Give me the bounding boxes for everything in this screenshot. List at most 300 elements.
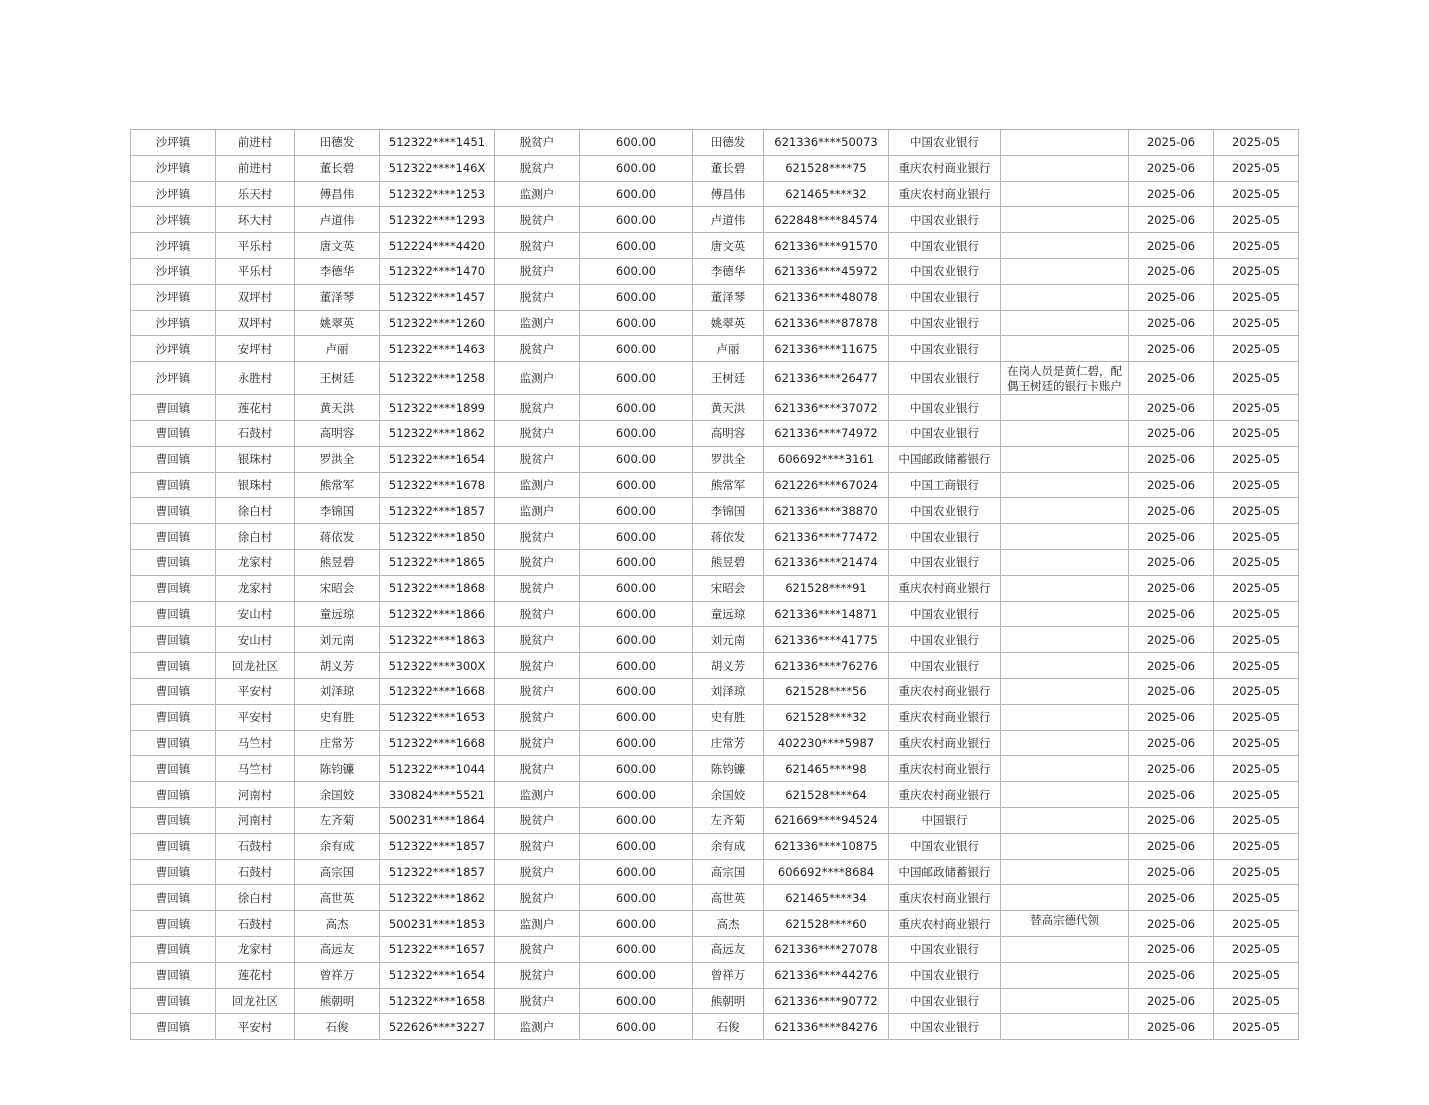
period-cell: 2025-05	[1214, 575, 1299, 601]
account-number-cell: 621336****48078	[764, 284, 889, 310]
household-type-cell: 监测户	[495, 911, 580, 937]
payee-cell: 左齐菊	[693, 807, 764, 833]
amount-cell: 600.00	[580, 524, 693, 550]
bank-cell: 中国农业银行	[889, 988, 1001, 1014]
period-cell: 2025-05	[1214, 130, 1299, 156]
payee-cell: 高杰	[693, 911, 764, 937]
town-cell: 沙坪镇	[131, 258, 216, 284]
household-type-cell: 监测户	[495, 1014, 580, 1040]
town-cell: 曹回镇	[131, 988, 216, 1014]
village-cell: 石鼓村	[216, 911, 295, 937]
town-cell: 曹回镇	[131, 678, 216, 704]
village-cell: 河南村	[216, 807, 295, 833]
village-cell: 平安村	[216, 1014, 295, 1040]
pay-month-cell: 2025-06	[1129, 284, 1214, 310]
id-number-cell: 512322****1457	[380, 284, 495, 310]
village-cell: 回龙社区	[216, 988, 295, 1014]
amount-cell: 600.00	[580, 653, 693, 679]
village-cell: 莲花村	[216, 962, 295, 988]
period-cell: 2025-05	[1214, 756, 1299, 782]
amount-cell: 600.00	[580, 549, 693, 575]
table-row	[131, 885, 1299, 911]
name-cell: 卢道伟	[295, 207, 380, 233]
id-number-cell: 512322****1668	[380, 678, 495, 704]
village-cell: 乐天村	[216, 181, 295, 207]
period-cell: 2025-05	[1214, 704, 1299, 730]
pay-month-cell: 2025-06	[1129, 756, 1214, 782]
town-cell: 曹回镇	[131, 549, 216, 575]
account-number-cell: 621336****27078	[764, 936, 889, 962]
period-cell: 2025-05	[1214, 807, 1299, 833]
note-cell	[1001, 575, 1129, 601]
id-number-cell: 512322****1658	[380, 988, 495, 1014]
village-cell: 回龙社区	[216, 653, 295, 679]
payee-cell: 罗洪全	[693, 446, 764, 472]
period-cell: 2025-05	[1214, 233, 1299, 259]
amount-cell: 600.00	[580, 782, 693, 808]
account-number-cell: 621336****14871	[764, 601, 889, 627]
table-row	[131, 284, 1299, 310]
note-cell	[1001, 336, 1129, 362]
household-type-cell: 脱贫户	[495, 885, 580, 911]
name-cell: 熊昱碧	[295, 549, 380, 575]
id-number-cell: 512322****1857	[380, 859, 495, 885]
town-cell: 沙坪镇	[131, 181, 216, 207]
id-number-cell: 512322****300X	[380, 653, 495, 679]
pay-month-cell: 2025-06	[1129, 130, 1214, 156]
household-type-cell: 脱贫户	[495, 653, 580, 679]
village-cell: 银珠村	[216, 472, 295, 498]
id-number-cell: 512322****1463	[380, 336, 495, 362]
payee-cell: 余国姣	[693, 782, 764, 808]
period-cell: 2025-05	[1214, 911, 1299, 937]
table-row	[131, 575, 1299, 601]
id-number-cell: 512322****1863	[380, 627, 495, 653]
amount-cell: 600.00	[580, 336, 693, 362]
account-number-cell: 621528****91	[764, 575, 889, 601]
account-number-cell: 621336****45972	[764, 258, 889, 284]
table-row	[131, 549, 1299, 575]
amount-cell: 600.00	[580, 807, 693, 833]
amount-cell: 600.00	[580, 446, 693, 472]
bank-cell: 中国农业银行	[889, 284, 1001, 310]
household-type-cell: 脱贫户	[495, 962, 580, 988]
amount-cell: 600.00	[580, 936, 693, 962]
id-number-cell: 512322****1653	[380, 704, 495, 730]
bank-cell: 中国农业银行	[889, 498, 1001, 524]
pay-month-cell: 2025-06	[1129, 310, 1214, 336]
name-cell: 熊常军	[295, 472, 380, 498]
name-cell: 田德发	[295, 130, 380, 156]
household-type-cell: 脱贫户	[495, 936, 580, 962]
payee-cell: 熊常军	[693, 472, 764, 498]
period-cell: 2025-05	[1214, 730, 1299, 756]
note-cell	[1001, 395, 1129, 421]
household-type-cell: 脱贫户	[495, 130, 580, 156]
period-cell: 2025-05	[1214, 549, 1299, 575]
town-cell: 曹回镇	[131, 446, 216, 472]
table-row	[131, 653, 1299, 679]
household-type-cell: 脱贫户	[495, 207, 580, 233]
village-cell: 河南村	[216, 782, 295, 808]
pay-month-cell: 2025-06	[1129, 549, 1214, 575]
name-cell: 李德华	[295, 258, 380, 284]
account-number-cell: 622848****84574	[764, 207, 889, 233]
note-cell	[1001, 524, 1129, 550]
table-row	[131, 730, 1299, 756]
bank-cell: 中国农业银行	[889, 962, 1001, 988]
name-cell: 姚翠英	[295, 310, 380, 336]
account-number-cell: 621528****32	[764, 704, 889, 730]
town-cell: 沙坪镇	[131, 310, 216, 336]
period-cell: 2025-05	[1214, 362, 1299, 395]
amount-cell: 600.00	[580, 627, 693, 653]
amount-cell: 600.00	[580, 678, 693, 704]
household-type-cell: 脱贫户	[495, 988, 580, 1014]
bank-cell: 中国农业银行	[889, 310, 1001, 336]
bank-cell: 中国农业银行	[889, 936, 1001, 962]
payee-cell: 高明容	[693, 420, 764, 446]
bank-cell: 重庆农村商业银行	[889, 678, 1001, 704]
amount-cell: 600.00	[580, 859, 693, 885]
name-cell: 黄天洪	[295, 395, 380, 421]
town-cell: 曹回镇	[131, 653, 216, 679]
account-number-cell: 621336****41775	[764, 627, 889, 653]
period-cell: 2025-05	[1214, 181, 1299, 207]
id-number-cell: 512322****1044	[380, 756, 495, 782]
table-row	[131, 310, 1299, 336]
table-row	[131, 233, 1299, 259]
household-type-cell: 脱贫户	[495, 859, 580, 885]
town-cell: 曹回镇	[131, 730, 216, 756]
town-cell: 曹回镇	[131, 420, 216, 446]
account-number-cell: 621336****91570	[764, 233, 889, 259]
id-number-cell: 512322****1899	[380, 395, 495, 421]
village-cell: 双坪村	[216, 310, 295, 336]
household-type-cell: 脱贫户	[495, 678, 580, 704]
note-cell	[1001, 233, 1129, 259]
village-cell: 龙家村	[216, 549, 295, 575]
payee-cell: 蒋依发	[693, 524, 764, 550]
note-cell	[1001, 936, 1129, 962]
village-cell: 平乐村	[216, 233, 295, 259]
table-row	[131, 155, 1299, 181]
table-body	[131, 130, 1299, 1040]
id-number-cell: 512322****1654	[380, 446, 495, 472]
town-cell: 沙坪镇	[131, 130, 216, 156]
amount-cell: 600.00	[580, 181, 693, 207]
period-cell: 2025-05	[1214, 833, 1299, 859]
town-cell: 曹回镇	[131, 807, 216, 833]
name-cell: 曾祥万	[295, 962, 380, 988]
amount-cell: 600.00	[580, 472, 693, 498]
amount-cell: 600.00	[580, 730, 693, 756]
town-cell: 曹回镇	[131, 962, 216, 988]
period-cell: 2025-05	[1214, 782, 1299, 808]
table-row	[131, 756, 1299, 782]
bank-cell: 中国农业银行	[889, 362, 1001, 395]
bank-cell: 中国工商银行	[889, 472, 1001, 498]
village-cell: 安坪村	[216, 336, 295, 362]
town-cell: 曹回镇	[131, 756, 216, 782]
payee-cell: 高远友	[693, 936, 764, 962]
note-cell	[1001, 704, 1129, 730]
table-row	[131, 524, 1299, 550]
period-cell: 2025-05	[1214, 310, 1299, 336]
pay-month-cell: 2025-06	[1129, 181, 1214, 207]
note-cell	[1001, 859, 1129, 885]
id-number-cell: 512224****4420	[380, 233, 495, 259]
account-number-cell: 621336****10875	[764, 833, 889, 859]
name-cell: 高世英	[295, 885, 380, 911]
table-row	[131, 336, 1299, 362]
bank-cell: 重庆农村商业银行	[889, 704, 1001, 730]
table-row	[131, 258, 1299, 284]
amount-cell: 600.00	[580, 885, 693, 911]
table-row	[131, 678, 1299, 704]
bank-cell: 重庆农村商业银行	[889, 575, 1001, 601]
town-cell: 曹回镇	[131, 498, 216, 524]
name-cell: 李锦国	[295, 498, 380, 524]
town-cell: 沙坪镇	[131, 207, 216, 233]
note-cell	[1001, 549, 1129, 575]
account-number-cell: 621336****84276	[764, 1014, 889, 1040]
id-number-cell: 512322****1654	[380, 962, 495, 988]
town-cell: 曹回镇	[131, 859, 216, 885]
table-row	[131, 395, 1299, 421]
pay-month-cell: 2025-06	[1129, 498, 1214, 524]
household-type-cell: 脱贫户	[495, 284, 580, 310]
amount-cell: 600.00	[580, 284, 693, 310]
name-cell: 宋昭会	[295, 575, 380, 601]
village-cell: 前进村	[216, 155, 295, 181]
note-cell	[1001, 130, 1129, 156]
name-cell: 董泽琴	[295, 284, 380, 310]
town-cell: 曹回镇	[131, 472, 216, 498]
household-type-cell: 脱贫户	[495, 420, 580, 446]
id-number-cell: 512322****1857	[380, 833, 495, 859]
town-cell: 曹回镇	[131, 524, 216, 550]
note-cell	[1001, 678, 1129, 704]
note-cell	[1001, 782, 1129, 808]
amount-cell: 600.00	[580, 155, 693, 181]
village-cell: 龙家村	[216, 936, 295, 962]
note-cell	[1001, 601, 1129, 627]
id-number-cell: 512322****1866	[380, 601, 495, 627]
pay-month-cell: 2025-06	[1129, 395, 1214, 421]
pay-month-cell: 2025-06	[1129, 524, 1214, 550]
id-number-cell: 512322****1260	[380, 310, 495, 336]
id-number-cell: 512322****1862	[380, 420, 495, 446]
payee-cell: 卢道伟	[693, 207, 764, 233]
account-number-cell: 606692****3161	[764, 446, 889, 472]
village-cell: 石鼓村	[216, 859, 295, 885]
name-cell: 高远友	[295, 936, 380, 962]
pay-month-cell: 2025-06	[1129, 859, 1214, 885]
pay-month-cell: 2025-06	[1129, 678, 1214, 704]
pay-month-cell: 2025-06	[1129, 653, 1214, 679]
table-row	[131, 704, 1299, 730]
table-row	[131, 446, 1299, 472]
town-cell: 曹回镇	[131, 782, 216, 808]
table-row	[131, 782, 1299, 808]
payee-cell: 黄天洪	[693, 395, 764, 421]
amount-cell: 600.00	[580, 601, 693, 627]
village-cell: 平安村	[216, 678, 295, 704]
pay-month-cell: 2025-06	[1129, 420, 1214, 446]
village-cell: 环大村	[216, 207, 295, 233]
bank-cell: 重庆农村商业银行	[889, 730, 1001, 756]
id-number-cell: 512322****1668	[380, 730, 495, 756]
account-number-cell: 621336****74972	[764, 420, 889, 446]
bank-cell: 中国农业银行	[889, 258, 1001, 284]
household-type-cell: 监测户	[495, 362, 580, 395]
village-cell: 平安村	[216, 704, 295, 730]
period-cell: 2025-05	[1214, 936, 1299, 962]
amount-cell: 600.00	[580, 207, 693, 233]
payee-cell: 王树廷	[693, 362, 764, 395]
note-cell	[1001, 730, 1129, 756]
bank-cell: 中国银行	[889, 807, 1001, 833]
period-cell: 2025-05	[1214, 885, 1299, 911]
bank-cell: 重庆农村商业银行	[889, 155, 1001, 181]
note-cell: 替高宗德代领	[1001, 911, 1129, 937]
name-cell: 刘元南	[295, 627, 380, 653]
town-cell: 曹回镇	[131, 395, 216, 421]
note-cell	[1001, 258, 1129, 284]
period-cell: 2025-05	[1214, 420, 1299, 446]
amount-cell: 600.00	[580, 962, 693, 988]
table-row	[131, 627, 1299, 653]
id-number-cell: 500231****1853	[380, 911, 495, 937]
period-cell: 2025-05	[1214, 988, 1299, 1014]
village-cell: 莲花村	[216, 395, 295, 421]
name-cell: 余有成	[295, 833, 380, 859]
payee-cell: 陈钧镰	[693, 756, 764, 782]
bank-cell: 中国农业银行	[889, 653, 1001, 679]
household-type-cell: 脱贫户	[495, 807, 580, 833]
pay-month-cell: 2025-06	[1129, 233, 1214, 259]
bank-cell: 中国农业银行	[889, 601, 1001, 627]
table-row	[131, 936, 1299, 962]
amount-cell: 600.00	[580, 395, 693, 421]
account-number-cell: 621226****67024	[764, 472, 889, 498]
amount-cell: 600.00	[580, 575, 693, 601]
village-cell: 徐白村	[216, 885, 295, 911]
bank-cell: 重庆农村商业银行	[889, 756, 1001, 782]
pay-month-cell: 2025-06	[1129, 472, 1214, 498]
payee-cell: 童远琼	[693, 601, 764, 627]
household-type-cell: 脱贫户	[495, 395, 580, 421]
household-type-cell: 脱贫户	[495, 233, 580, 259]
note-cell	[1001, 885, 1129, 911]
bank-cell: 中国农业银行	[889, 549, 1001, 575]
village-cell: 双坪村	[216, 284, 295, 310]
name-cell: 胡义芳	[295, 653, 380, 679]
period-cell: 2025-05	[1214, 859, 1299, 885]
id-number-cell: 512322****1850	[380, 524, 495, 550]
payee-cell: 唐文英	[693, 233, 764, 259]
household-type-cell: 监测户	[495, 782, 580, 808]
account-number-cell: 621465****34	[764, 885, 889, 911]
id-number-cell: 512322****1258	[380, 362, 495, 395]
name-cell: 陈钧镰	[295, 756, 380, 782]
id-number-cell: 512322****146X	[380, 155, 495, 181]
id-number-cell: 512322****1678	[380, 472, 495, 498]
note-cell	[1001, 181, 1129, 207]
account-number-cell: 621336****37072	[764, 395, 889, 421]
pay-month-cell: 2025-06	[1129, 962, 1214, 988]
name-cell: 傅昌伟	[295, 181, 380, 207]
period-cell: 2025-05	[1214, 284, 1299, 310]
name-cell: 唐文英	[295, 233, 380, 259]
household-type-cell: 脱贫户	[495, 627, 580, 653]
pay-month-cell: 2025-06	[1129, 782, 1214, 808]
village-cell: 银珠村	[216, 446, 295, 472]
name-cell: 熊朝明	[295, 988, 380, 1014]
pay-month-cell: 2025-06	[1129, 155, 1214, 181]
household-type-cell: 脱贫户	[495, 446, 580, 472]
table-row	[131, 420, 1299, 446]
pay-month-cell: 2025-06	[1129, 258, 1214, 284]
pay-month-cell: 2025-06	[1129, 988, 1214, 1014]
period-cell: 2025-05	[1214, 524, 1299, 550]
account-number-cell: 606692****8684	[764, 859, 889, 885]
name-cell: 史有胜	[295, 704, 380, 730]
note-cell	[1001, 472, 1129, 498]
period-cell: 2025-05	[1214, 258, 1299, 284]
id-number-cell: 522626****3227	[380, 1014, 495, 1040]
note-cell	[1001, 988, 1129, 1014]
period-cell: 2025-05	[1214, 155, 1299, 181]
name-cell: 高明容	[295, 420, 380, 446]
table-row	[131, 130, 1299, 156]
account-number-cell: 621528****56	[764, 678, 889, 704]
payee-cell: 高宗国	[693, 859, 764, 885]
note-cell	[1001, 446, 1129, 472]
account-number-cell: 621336****38870	[764, 498, 889, 524]
payee-cell: 石俊	[693, 1014, 764, 1040]
payee-cell: 姚翠英	[693, 310, 764, 336]
id-number-cell: 512322****1868	[380, 575, 495, 601]
id-number-cell: 500231****1864	[380, 807, 495, 833]
table-row	[131, 859, 1299, 885]
payee-cell: 高世英	[693, 885, 764, 911]
payee-cell: 李德华	[693, 258, 764, 284]
table-row	[131, 962, 1299, 988]
table-row	[131, 362, 1299, 395]
payee-cell: 宋昭会	[693, 575, 764, 601]
village-cell: 石鼓村	[216, 833, 295, 859]
bank-cell: 中国邮政储蓄银行	[889, 446, 1001, 472]
id-number-cell: 330824****5521	[380, 782, 495, 808]
id-number-cell: 512322****1862	[380, 885, 495, 911]
village-cell: 马竺村	[216, 756, 295, 782]
period-cell: 2025-05	[1214, 601, 1299, 627]
payee-cell: 董泽琴	[693, 284, 764, 310]
town-cell: 沙坪镇	[131, 284, 216, 310]
household-type-cell: 监测户	[495, 181, 580, 207]
account-number-cell: 621336****50073	[764, 130, 889, 156]
village-cell: 龙家村	[216, 575, 295, 601]
household-type-cell: 脱贫户	[495, 549, 580, 575]
table-row	[131, 833, 1299, 859]
town-cell: 沙坪镇	[131, 233, 216, 259]
amount-cell: 600.00	[580, 130, 693, 156]
town-cell: 曹回镇	[131, 704, 216, 730]
name-cell: 石俊	[295, 1014, 380, 1040]
data-table	[130, 129, 1299, 1040]
